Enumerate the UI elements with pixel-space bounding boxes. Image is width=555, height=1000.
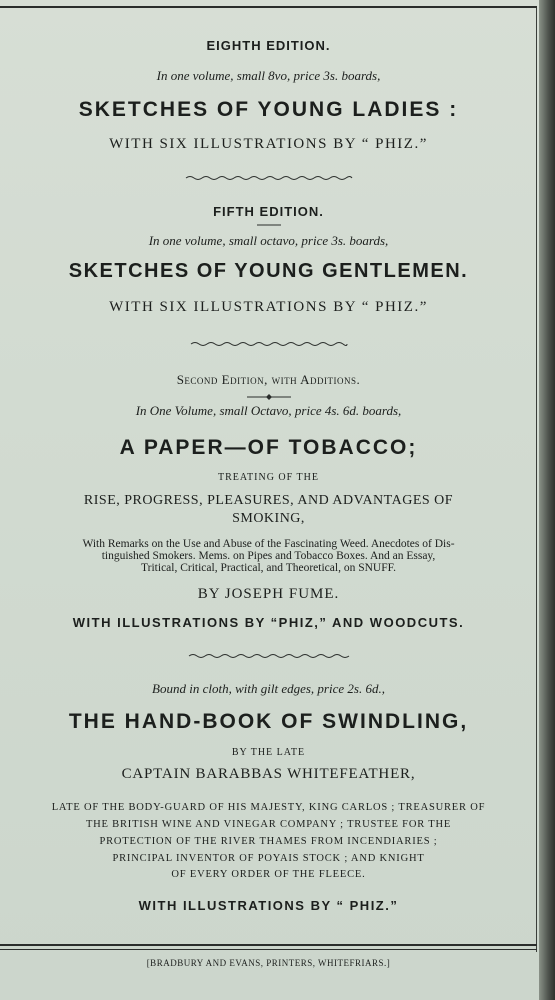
printer-imprint: [BRADBURY AND EVANS, PRINTERS, WHITEFRIARS.] [146, 958, 391, 968]
remarks-line-3: Tritical, Critical, Practical, and Theoretical, on SNUFF. [141, 562, 396, 574]
format-line-2: In one volume, small octavo, price 3s. boards, [148, 233, 389, 248]
bottom-rule-thin [0, 949, 537, 950]
illustrations-line-2: WITH SIX ILLUSTRATIONS BY “ PHIZ.” [109, 299, 428, 315]
page-edge [539, 0, 555, 1000]
illustrations-line-1: WITH SIX ILLUSTRATIONS BY “ PHIZ.” [109, 136, 428, 152]
ornament-rule-3 [247, 394, 291, 400]
short-rule-2 [257, 223, 281, 227]
wavy-rule-2 [189, 340, 349, 348]
desc-line-3: PROTECTION OF THE RIVER THAMES FROM INCENDIARIES ; [99, 836, 438, 847]
format-line-1: In one volume, small 8vo, price 3s. boards, [156, 68, 381, 83]
remarks-line-1: With Remarks on the Use and Abuse of the Fascinating Weed. Anecdotes of Dis- [82, 538, 455, 550]
title-hand-book-of-swindling: THE HAND-BOOK OF SWINDLING, [68, 710, 469, 733]
author-joseph-fume: BY JOSEPH FUME. [197, 586, 340, 602]
title-paper-of-tobacco: A PAPER—OF TOBACCO; [119, 436, 418, 459]
format-line-4: Bound in cloth, with gilt edges, price 2s. 6d., [152, 681, 385, 696]
edition-label-3: Second Edition, with Additions. [176, 372, 361, 387]
by-the-late-label: BY THE LATE [231, 747, 306, 758]
edition-label-2: FIFTH EDITION. [213, 204, 324, 219]
wavy-rule-3 [187, 652, 351, 660]
subjects-line-2: SMOKING, [232, 511, 305, 526]
wavy-rule-1 [184, 174, 354, 182]
title-young-gentlemen: SKETCHES OF YOUNG GENTLEMEN. [68, 260, 469, 282]
author-barabbas-whitefeather: CAPTAIN BARABBAS WHITEFEATHER, [121, 766, 416, 782]
top-rule [0, 6, 537, 8]
title-young-ladies: SKETCHES OF YOUNG LADIES : [78, 98, 459, 121]
desc-line-4: PRINCIPAL INVENTOR OF POYAIS STOCK ; AND KNIGHT [112, 853, 425, 864]
desc-line-1: LATE OF THE BODY-GUARD OF HIS MAJESTY, KING CARLOS ; TREASURER OF [51, 802, 486, 813]
desc-line-5: OF EVERY ORDER OF THE FLEECE. [171, 869, 366, 880]
illustrations-line-4: WITH ILLUSTRATIONS BY “ PHIZ.” [138, 898, 399, 913]
subjects-line-1: RISE, PROGRESS, PLEASURES, AND ADVANTAGES OF [83, 493, 454, 508]
format-line-3: In One Volume, small Octavo, price 4s. 6d. boards, [135, 403, 402, 418]
bottom-rule [0, 944, 537, 946]
treating-label: TREATING OF THE [218, 472, 319, 483]
illustrations-line-3: WITH ILLUSTRATIONS BY “PHIZ,” AND WOODCUTS. [72, 615, 465, 630]
remarks-line-2: tinguished Smokers. Mems. on Pipes and Tobacco Boxes. And an Essay, [101, 550, 436, 562]
edition-label-1: EIGHTH EDITION. [206, 38, 331, 53]
desc-line-2: THE BRITISH WINE AND VINEGAR COMPANY ; TRUSTEE FOR THE [85, 819, 452, 830]
